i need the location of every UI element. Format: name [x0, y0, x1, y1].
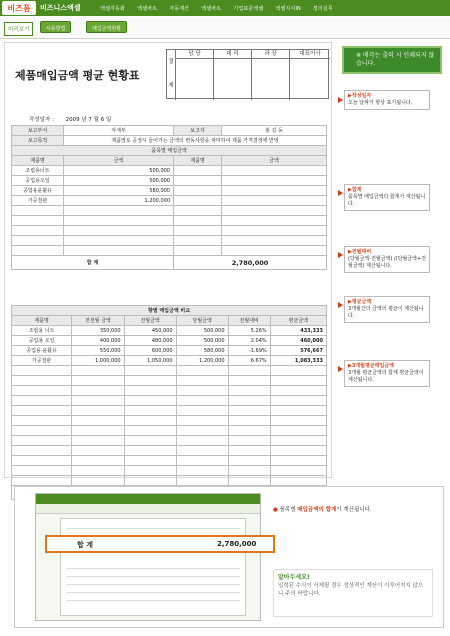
table-row: 조립용 너트 350,000 450,000 500,000 5.26% 433,333 — [12, 326, 327, 336]
table-row: 조립용너트 500,000 — [12, 166, 327, 176]
section1-title: 품목별 매입금액 — [12, 146, 327, 156]
arrow-icon — [338, 302, 343, 308]
table-row: 가공철판 1,200,000 — [12, 196, 327, 206]
note-3month: ▶3개월평균매입금액 3개월 평균금액의 합계 평균금액이 계산됩니다. — [344, 360, 430, 387]
sub-toolbar — [0, 17, 450, 39]
nav-item[interactable]: 엑셀지식IN — [275, 5, 301, 12]
note-total: ▶합계 품목별 매입금액의 합계가 계산됩니다. — [344, 184, 430, 211]
report-dept-value: 자재부 — [64, 126, 174, 136]
arrow-icon — [338, 366, 343, 372]
arrow-icon — [338, 190, 343, 196]
reporter-value: 홍 길 동 — [222, 126, 327, 136]
date-value: 2009 년 7 월 6 일 — [65, 117, 112, 123]
approval-col: 대 리 — [214, 50, 252, 100]
total-label: 합 계 — [12, 256, 174, 270]
preview-label: 미리보기 — [4, 22, 33, 36]
highlighted-total-row: 합 계 2,780,000 — [45, 535, 275, 553]
tip-heading: 알아두세요! — [278, 574, 310, 581]
report-info-table: 보고부서 자재부 보고자 홍 길 동 보고목적 제품별로 공정시 들어가는 금액의 변동사항을 파악하여 제품 가격결정에 반영 품목별 매입금액 제품명 금액 제품명 금액 조립용너트 500,000 공업용오일 500,000 공업용윤활유 580,000 가공철판 1,200,000 합 계 2,780,000 — [11, 125, 327, 270]
nav-item[interactable]: 자동계산 — [169, 5, 190, 12]
tip-box — [273, 569, 433, 617]
sheet-title: 제품매입금액 평균 현황표 — [15, 69, 140, 82]
mini-screenshot — [35, 493, 261, 621]
nav-item[interactable]: 엑셀차트 — [201, 5, 222, 12]
main-nav — [100, 5, 345, 12]
approval-col: 과 장 — [252, 50, 290, 100]
table-row: 가공철판 1,000,000 1,050,000 1,200,000 6.67% 1,083,333 — [12, 356, 327, 366]
tip-body: 입력된 수식이 삭제될 경우 정상적인 계산이 이루어지지 않으니 주의 바랍니다. — [278, 583, 424, 597]
approval-col: 대표이사 — [290, 50, 330, 100]
purchase-status-button[interactable]: 매입금액현황 — [86, 21, 127, 33]
print-notice-callout: ※ 매각는 출력 시 인쇄되지 않습니다. — [342, 46, 442, 74]
note-mom: ▶전월대비 (당월금액-전월금액) /(당월금액+전월금액) 계산됩니다. — [344, 246, 430, 273]
table-row: 공업용 오일 400,000 480,000 500,000 2.04% 460,000 — [12, 336, 327, 346]
highlighted-total-value: 2,780,000 — [217, 540, 257, 548]
note-average: ▶평균금액 3개월간의 금액의 평균이 계산됩니다. — [344, 296, 430, 323]
date-row: 작성일자 : 2009 년 7 월 6 일 — [29, 117, 112, 123]
nav-item[interactable]: 엑셀차트 — [137, 5, 158, 12]
approval-side-label: 결재 — [167, 50, 176, 100]
section2-title: 항별 매입금액 비교 — [12, 306, 327, 316]
approval-col: 담 당 — [176, 50, 214, 100]
business-excel-logo[interactable]: 비즈니스엑셀 — [40, 4, 81, 12]
top-navigation-bar — [0, 0, 450, 16]
bizforms-logo[interactable]: 비즈폼 — [2, 1, 36, 15]
table-row: 공업용 윤활유 550,000 600,000 580,000 -1.69% 576,667 — [12, 346, 327, 356]
zoom-example-panel — [14, 486, 444, 628]
nav-item[interactable]: 경리실무 — [312, 5, 333, 12]
spreadsheet-preview — [4, 42, 332, 478]
nav-item[interactable]: 기업표준엑셀 — [233, 5, 264, 12]
note-date: ▶작성일자 오늘 날짜가 항상 표기됩니다. — [344, 90, 430, 110]
purpose-value: 제품별로 공정시 들어가는 금액의 변동사항을 파악하여 제품 가격결정에 반영 — [64, 136, 327, 146]
total-value: 2,780,000 — [174, 256, 327, 270]
arrow-icon — [338, 97, 343, 103]
nav-item[interactable]: 엑셀자동화 — [100, 5, 126, 12]
table-row: 공업용윤활유 580,000 — [12, 186, 327, 196]
monthly-comparison-table: 항별 매입금액 비교 제품명 전전월 금액 전월금액 당월금액 전월대비 평균금액 조립용 너트 350,000 450,000 500,000 5.26% 433,333 공업용 오일 400,000 480,000 500,000 2.04% 460,000 공업용 윤활유 550,000 600,000 580,000 -1.69% 576,667 가공철판 1,000,000 1,050,000 1,200,000 6.67% 1,083,333 — [11, 305, 327, 500]
total-explanation: ● 품목별 매입금액의 합계가 계산됩니다. — [273, 507, 372, 513]
arrow-icon — [338, 252, 343, 258]
table-row: 공업용오일 500,000 — [12, 176, 327, 186]
how-to-use-button[interactable]: 사용방법 — [40, 21, 71, 33]
approval-box — [166, 49, 329, 99]
